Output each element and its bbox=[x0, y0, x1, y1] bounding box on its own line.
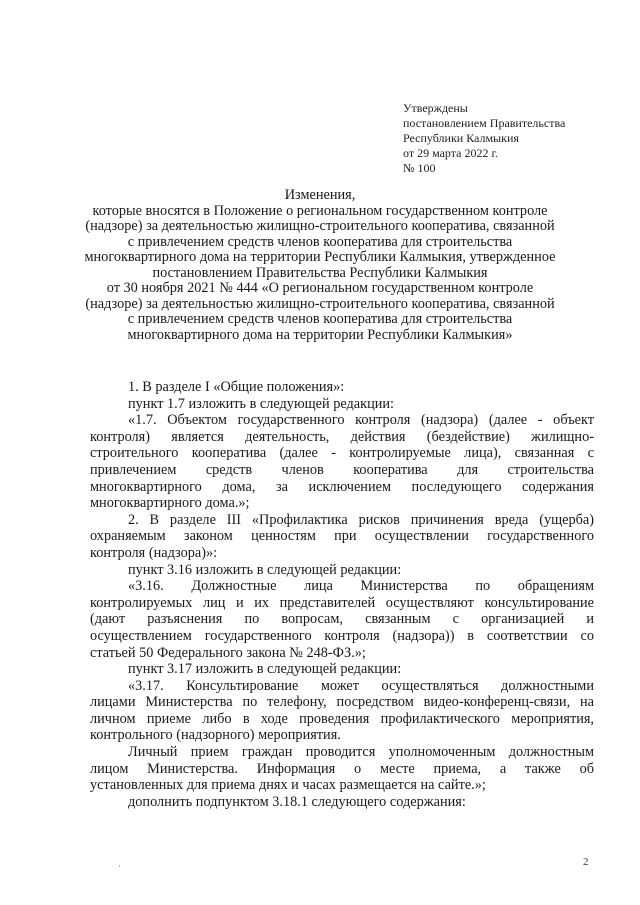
page-number: 2 bbox=[583, 856, 589, 868]
body-line: пункт 1.7 изложить в следующей редакции: bbox=[128, 395, 395, 412]
body-line: контрольного (надзорного) мероприятия. bbox=[90, 727, 341, 744]
approval-date: от 29 марта 2022 г. bbox=[403, 146, 499, 160]
body-line: личном приеме либо в ходе проведения профилактического мероприятия, bbox=[90, 710, 594, 727]
title-line: Изменения, bbox=[284, 187, 356, 203]
scan-speck: · bbox=[118, 861, 121, 871]
document-body bbox=[90, 379, 594, 810]
body-line: охраняемым законом ценностям при осуществлении государственного bbox=[90, 528, 594, 545]
approval-line: постановлением Правительства bbox=[403, 116, 566, 130]
approval-line: Утверждены bbox=[403, 101, 468, 115]
body-line: 2. В разделе III «Профилактика рисков причинения вреда (ущерба) bbox=[128, 511, 594, 528]
body-line: лицами Министерства по телефону, посредством видео-конференц-связи, на bbox=[90, 694, 594, 711]
title-line: от 30 ноября 2021 № 444 «О региональном государственном контроле bbox=[106, 280, 534, 296]
body-line: «3.17. Консультирование может осуществляться должностными bbox=[128, 677, 594, 694]
body-line: статьей 50 Федерального закона № 248-ФЗ.»; bbox=[90, 644, 366, 661]
body-line: «1.7. Объектом государственного контроля (надзора) (далее - объект bbox=[128, 412, 594, 429]
body-line: контроля (надзора)»: bbox=[90, 544, 218, 561]
title-line: многоквартирного дома на территории Республики Калмыкия» bbox=[127, 326, 513, 343]
body-line: контроля) является деятельность, действия (бездействие) жилищно- bbox=[90, 428, 594, 445]
body-line: осуществлением государственного контроля (надзора)) в соответствии со bbox=[90, 627, 594, 644]
body-line: «3.16. Должностные лица Министерства по обращениям bbox=[128, 578, 594, 595]
body-line: установленных для приема днях и часах размещается на сайте.»; bbox=[90, 777, 486, 794]
body-line: многоквартирного дома.»; bbox=[90, 495, 250, 512]
title-line: постановлением Правительства Республики Калмыкия bbox=[152, 264, 488, 281]
title-line: многоквартирного дома на территории Республики Калмыкия, утвержденное bbox=[84, 249, 556, 265]
title-line: (надзоре) за деятельностью жилищно-строительного кооператива, связанной bbox=[85, 218, 555, 234]
title-line: с привлечением средств членов кооператива для строительства bbox=[127, 311, 513, 327]
body-line: многоквартирного дома, за исключением последующего содержания bbox=[90, 478, 594, 495]
document-title bbox=[60, 188, 580, 343]
body-line: 1. В разделе I «Общие положения»: bbox=[128, 379, 345, 395]
approval-line: Республики Калмыкия bbox=[403, 131, 519, 145]
body-line: лицом Министерства. Информация о месте приема, а также об bbox=[90, 760, 594, 777]
title-line: с привлечением средств членов кооператива для строительства bbox=[127, 233, 513, 250]
body-line: Личный прием граждан проводится уполномоченным должностным bbox=[128, 744, 594, 761]
body-line: контролируемых лиц и их представителей осуществляют консультирование bbox=[90, 594, 594, 611]
approval-stamp bbox=[403, 101, 623, 176]
body-line: строительного кооператива (далее - контролируемые лица), связанная с bbox=[90, 445, 594, 462]
approval-number: № 100 bbox=[403, 161, 436, 175]
body-line: привлечением средств членов кооператива для строительства bbox=[90, 461, 594, 478]
title-line: (надзоре) за деятельностью жилищно-строительного кооператива, связанной bbox=[85, 295, 555, 312]
body-line: (дают разъяснения по вопросам, связанным с организацией и bbox=[90, 611, 594, 628]
body-line: дополнить подпунктом 3.18.1 следующего содержания: bbox=[128, 793, 466, 810]
body-line: пункт 3.16 изложить в следующей редакции: bbox=[128, 561, 402, 578]
title-line: которые вносятся в Положение о региональном государственном контроле bbox=[92, 202, 548, 219]
body-line: пункт 3.17 изложить в следующей редакции: bbox=[128, 661, 402, 678]
